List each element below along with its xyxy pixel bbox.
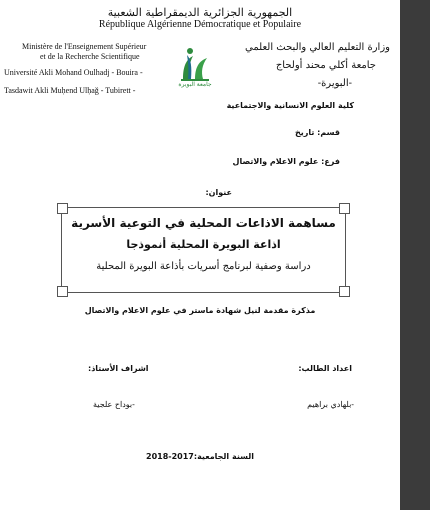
french-republic-heading: République Algérienne Démocratique et Populaire bbox=[98, 19, 302, 30]
university-ar: جامعة أكلي محند أولحاج bbox=[275, 60, 376, 71]
supervisor-label: اشراف الأستاذ: bbox=[88, 364, 149, 373]
university-logo bbox=[177, 45, 213, 93]
academic-year: السنة الجامعية:2017-2018 bbox=[146, 452, 254, 461]
university-fr-line1: Université Akli Mohand Oulhadj - Bouira - bbox=[4, 68, 143, 77]
ministry-fr-line1: Ministère de l'Enseignement Supérieur bbox=[22, 42, 147, 51]
city-ar: -البويرة- bbox=[317, 78, 352, 89]
ministry-fr-line2: et de la Recherche Scientifique bbox=[40, 52, 140, 61]
ministry-ar: وزارة التعليم العالي والبحث العلمي bbox=[245, 42, 390, 53]
student-name: -بلهادي براهيم bbox=[307, 400, 354, 409]
title-label: عنوان: bbox=[205, 188, 232, 197]
logo-caption: جامعة البويرة bbox=[178, 81, 212, 88]
title-box-corner bbox=[339, 286, 350, 297]
branch-label: فرع: علوم الاعلام والاتصال bbox=[232, 157, 340, 166]
department-label: قسم: تاريخ bbox=[294, 128, 340, 137]
thesis-title-line2: اذاعة البويرة المحلية أنموذجا bbox=[126, 238, 281, 251]
title-box-corner bbox=[57, 203, 68, 214]
memo-text: مذكرة مقدمة لنيل شهادة ماستر في علوم الاعلام والاتصال bbox=[84, 306, 316, 315]
student-label: اعداد الطالب: bbox=[298, 364, 352, 373]
thesis-title-line1: مساهمة الاذاعات المحلية في التوعية الأسرية bbox=[71, 216, 336, 230]
title-box-corner bbox=[57, 286, 68, 297]
arabic-republic-heading: الجمهورية الجزائرية الديمقراطية الشعبية bbox=[107, 6, 293, 19]
thesis-title-line3: دراسة وصفية لبرنامج أسريات بأذاعة البويرة المحلية bbox=[96, 261, 311, 272]
viewer-scrollbar-track[interactable] bbox=[400, 0, 430, 510]
title-box-corner bbox=[339, 203, 350, 214]
faculty-label: كلية العلوم الانسانية والاجتماعية bbox=[226, 101, 354, 110]
supervisor-name: -بوداح علجية bbox=[93, 400, 135, 409]
university-fr-line2: Tasdawit Akli Muḥend Ulḥağ - Tubirett - bbox=[4, 86, 136, 95]
